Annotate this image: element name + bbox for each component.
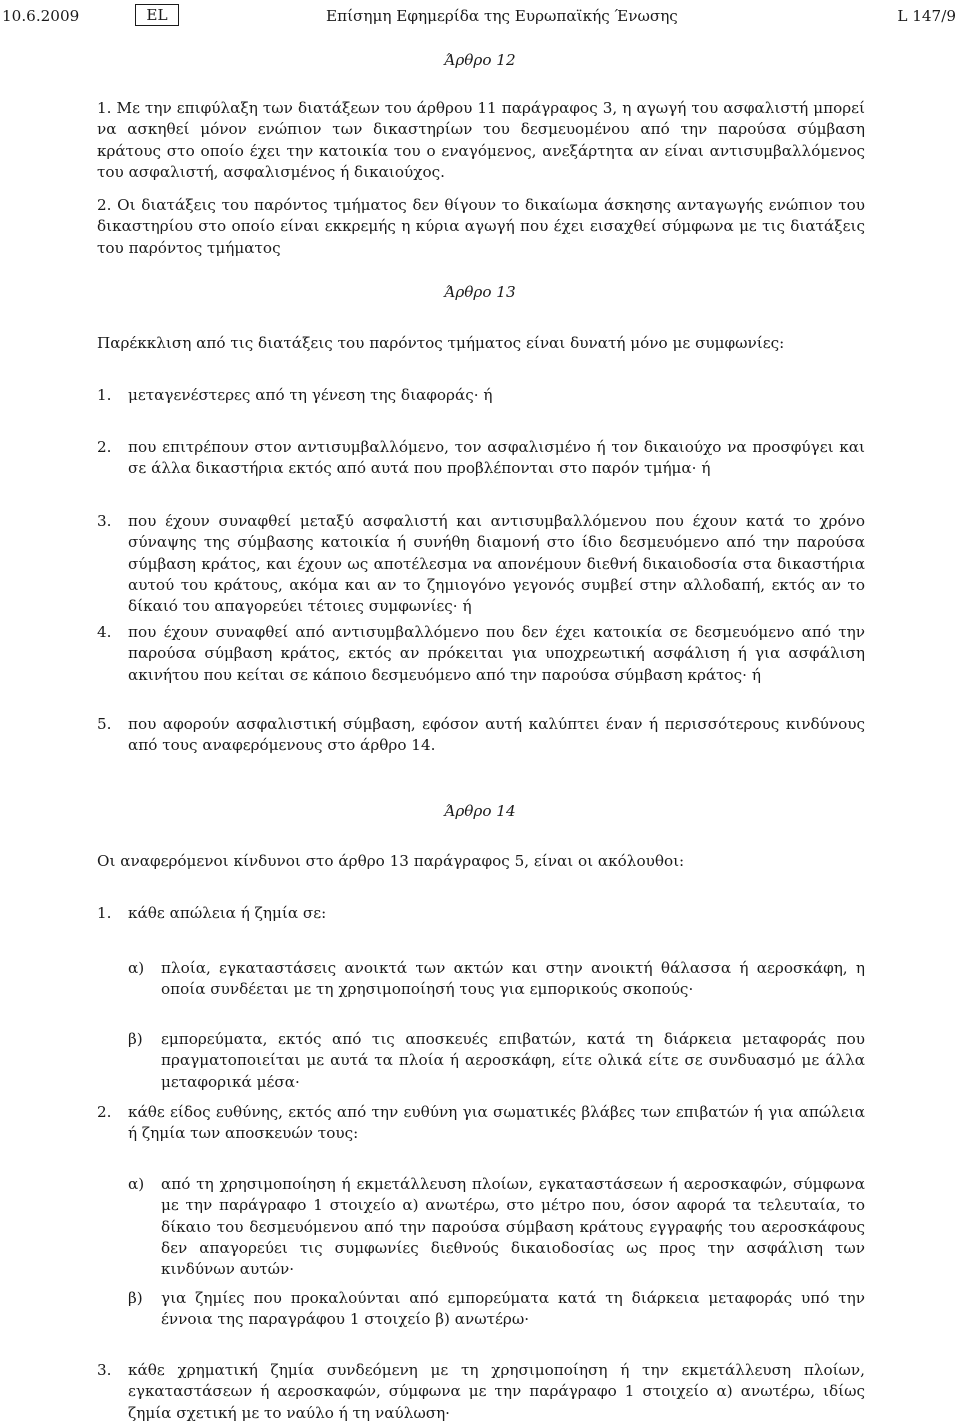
article-14-item-3 xyxy=(97,1360,865,1424)
item-text: που επιτρέπουν στον αντισυμβαλλόμενο, τον ασφαλισμένο ή τον δικαιούχο να προσφύγει και σε άλλα δικαστήρια εκτός από αυτά που προβλέπονται στο παρόν τμήμα· ή xyxy=(128,438,865,478)
article-13-item-3 xyxy=(97,511,865,617)
item-number: 1. xyxy=(97,904,112,922)
subitem-text: για ζημίες που προκαλούνται από εμπορεύματα κατά τη διάρκεια μεταφοράς υπό την έννοια της παραγράφου 1 στοιχείο β) ανωτέρω· xyxy=(161,1289,865,1329)
article-14-item-1-sub-b xyxy=(128,1029,865,1093)
item-text: κάθε απώλεια ή ζημία σε: xyxy=(128,904,327,922)
item-number: 3. xyxy=(97,512,112,530)
article-14-item-2-sub-a xyxy=(128,1174,865,1280)
item-number: 2. xyxy=(97,1103,112,1121)
header-date: 10.6.2009 xyxy=(2,7,80,25)
header-journal-title: Επίσημη Εφημερίδα της Ευρωπαϊκής Ένωσης xyxy=(326,7,678,25)
subitem-letter: β) xyxy=(128,1030,143,1048)
item-text: κάθε χρηματική ζημία συνδεόμενη με τη χρησιμοποίηση ή την εκμετάλλευση πλοίων, εγκαταστάσεων ή αεροσκαφών, σύμφωνα με την παράγραφο 1 στοιχείο α) ανωτέρω, ιδίως ζημία σχετική με το ναύλο ή τη ναύλωση· xyxy=(128,1361,865,1422)
article-12-title: Άρθρο 12 xyxy=(444,51,516,69)
item-text: που αφορούν ασφαλιστική σύμβαση, εφόσον αυτή καλύπτει έναν ή περισσότερους κινδύνους από τους αναφερόμενους στο άρθρο 14. xyxy=(128,715,865,755)
subitem-text: πλοία, εγκαταστάσεις ανοικτά των ακτών και στην ανοικτή θάλασσα ή αεροσκάφη, η οποία συνδέεται με τη χρησιμοποίησή τους για εμπορικούς σκοπούς· xyxy=(161,959,865,999)
article-14-item-2-sub-b xyxy=(128,1288,865,1331)
subitem-letter: α) xyxy=(128,959,145,977)
article-13-item-2 xyxy=(97,437,865,480)
subitem-letter: α) xyxy=(128,1175,145,1193)
item-number: 4. xyxy=(97,623,112,641)
item-number: 2. xyxy=(97,438,112,456)
article-13-intro: Παρέκκλιση από τις διατάξεις του παρόντος τμήματος είναι δυνατή μόνο με συμφωνίες: xyxy=(97,334,785,352)
item-number: 3. xyxy=(97,1361,112,1379)
article-12-paragraph-2: 2. Οι διατάξεις του παρόντος τμήματος δεν θίγουν το δικαίωμα άσκησης ανταγωγής ενώπιον του δικαστηρίου στο οποίο είναι εκκρεμής η κύρια αγωγή που έχει εισαχθεί σύμφωνα με τις διατάξεις του παρόντος τμήματος xyxy=(97,196,865,257)
article-14-item-1 xyxy=(97,903,865,924)
subitem-text: εμπορεύματα, εκτός από τις αποσκευές επιβατών, κατά τη διάρκεια μεταφοράς που πραγματοποιείται με αυτά τα πλοία ή αεροσκάφη, είτε ολικά είτε σε συνδυασμό με άλλα μεταφορικά μέσα· xyxy=(161,1030,865,1091)
header-page-number: L 147/9 xyxy=(897,7,956,25)
item-number: 5. xyxy=(97,715,112,733)
item-text: μεταγενέστερες από τη γένεση της διαφοράς· ή xyxy=(128,386,493,404)
item-text: που έχουν συναφθεί από αντισυμβαλλόμενο που δεν έχει κατοικία σε δεσμευόμενο από την παρούσα σύμβαση κράτος, εκτός αν πρόκειται για υποχρεωτική ασφάλιση ή για ασφάλιση ακινήτου που κείται σε κάποιο δεσμευόμενο από την παρούσα σύμβαση κράτος· ή xyxy=(128,623,865,684)
article-14-title: Άρθρο 14 xyxy=(444,802,516,820)
subitem-letter: β) xyxy=(128,1289,143,1307)
article-14-intro: Οι αναφερόμενοι κίνδυνοι στο άρθρο 13 παράγραφος 5, είναι οι ακόλουθοι: xyxy=(97,852,685,870)
item-number: 1. xyxy=(97,386,112,404)
article-14-item-2 xyxy=(97,1102,865,1145)
subitem-text: από τη χρησιμοποίηση ή εκμετάλλευση πλοίων, εγκαταστάσεων ή αεροσκαφών, σύμφωνα με την παράγραφο 1 στοιχείο α) ανωτέρω, στο μέτρο που, όσον αφορά τα τελευταία, το δίκαιο του δεσμευόμενου από την παρούσα σύμβαση κράτους εγγραφής του αεροσκάφους δεν απαγορεύει τις συμφωνίες διεθνούς δικαιοδοσίας ως προς την ασφάλιση των κινδύνων αυτών· xyxy=(161,1175,865,1279)
article-13-item-4 xyxy=(97,622,865,686)
item-text: που έχουν συναφθεί μεταξύ ασφαλιστή και αντισυμβαλλόμενου που έχουν κατά το χρόνο σύναψης της σύμβασης κατοικία ή συνήθη διαμονή στο ίδιο δεσμευόμενο από την παρούσα σύμβαση κράτος, και έχουν ως αποτέλεσμα να απονέμουν διεθνή δικαιοδοσία στα δικαστήρια αυτού του κράτους, ακόμα και αν το ζημιογόνο γεγονός συμβεί στην αλλοδαπή, εκτός αν το δίκαιό του απαγορεύει τέτοιες συμφωνίες· ή xyxy=(128,512,865,616)
item-text: κάθε είδος ευθύνης, εκτός από την ευθύνη για σωματικές βλάβες των επιβατών ή για απώλεια ή ζημία των αποσκευών τους: xyxy=(128,1103,865,1143)
article-13-title: Άρθρο 13 xyxy=(444,283,516,301)
article-13-item-1 xyxy=(97,385,865,406)
page-header xyxy=(0,4,960,28)
article-14-item-1-sub-a xyxy=(128,958,865,1001)
article-12-paragraph-1: 1. Με την επιφύλαξη των διατάξεων του άρθρου 11 παράγραφος 3, η αγωγή του ασφαλιστή μπορεί να ασκηθεί μόνον ενώπιον των δικαστηρίων του δεσμευομένου από την παρούσα σύμβαση κράτους στο οποίο έχει την κατοικία του ο εναγόμενος, ανεξάρτητα αν είναι αντισυμβαλλόμενος του ασφαλιστή, ασφαλισμένος ή δικαιούχος. xyxy=(97,99,865,181)
header-language-box: EL xyxy=(135,4,179,26)
article-13-item-5 xyxy=(97,714,865,757)
